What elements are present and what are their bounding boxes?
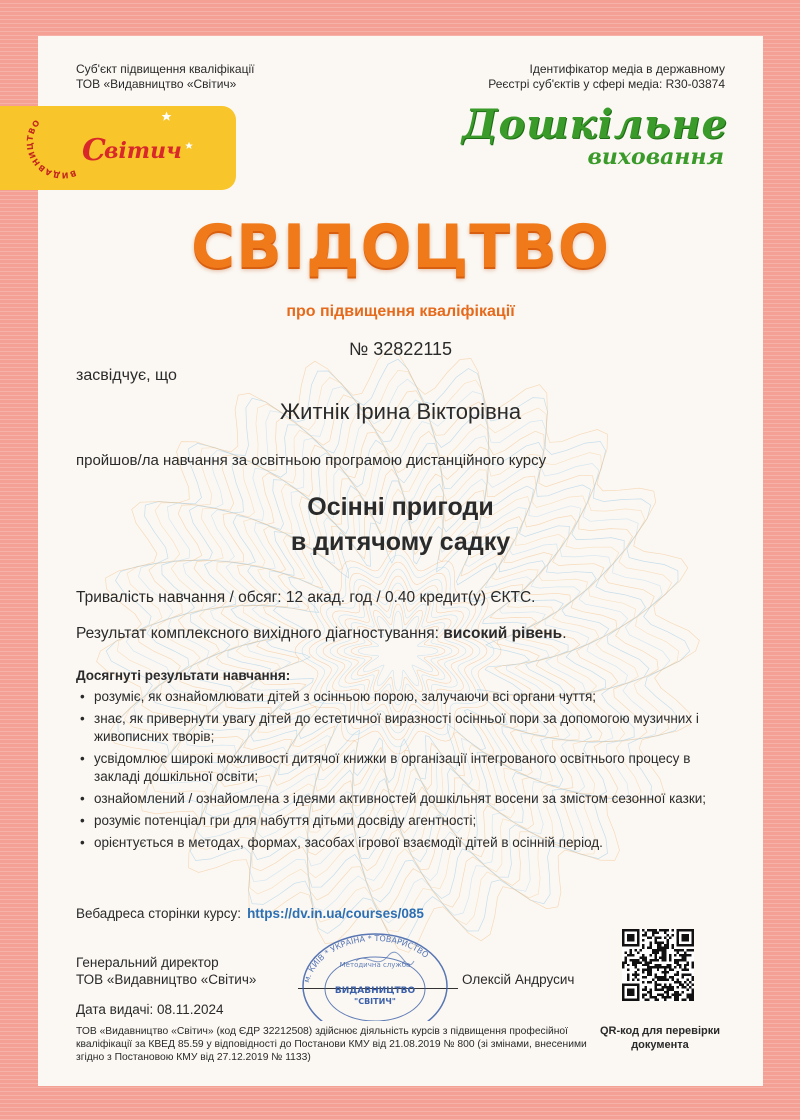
result-end: . xyxy=(562,625,567,642)
director-name: Олексій Андрусич xyxy=(462,972,575,987)
svitych-logo-graphic xyxy=(0,106,236,190)
media-info xyxy=(488,62,725,92)
certificate-subtitle: про підвищення кваліфікації xyxy=(286,303,515,320)
outcome-item: • розуміє, як ознайомлювати дітей з осінньою порою, залучаючи всі органи чуття; xyxy=(76,688,716,706)
stamp-arc-text: м. КИЇВ * УКРАЇНА * ТОВАРИСТВО xyxy=(302,933,431,984)
outcome-item: • знає, як привернути увагу дітей до естетичної виразності осінньої пори за допомогою музичних і живописних творів; xyxy=(76,710,716,746)
recipient-name: Житнік Ірина Вікторівна xyxy=(279,399,522,424)
official-stamp xyxy=(296,931,454,1021)
legal-notice: ТОВ «Видавництво «Світич» (код ЄДР 32212508) здійснює діяльність курсів з підвищення професійної кваліфікації за КВЕД 85.59 у відповідності до Постанови КМУ від 21.08.2019 № 800 (зі змінами, внесеними згідно з Постановою КМУ від 27.12.2019 № 1133) xyxy=(76,1026,587,1063)
brand-subtitle: виховання xyxy=(587,144,724,170)
outcome-item: • усвідомлює широкі можливості дитячої книжки в організації інтегрованого освітнього процесу в закладі дошкільної освіти; xyxy=(76,750,716,786)
stamp-inner-text: Методична служба xyxy=(339,961,411,969)
issue-date xyxy=(76,1002,224,1017)
svg-text:вітич: вітич xyxy=(104,138,182,164)
outcomes-title: Досягнуті результати навчання: xyxy=(76,668,291,683)
issuer-line-1: Суб'єкт підвищення кваліфікації xyxy=(76,62,255,76)
result-text xyxy=(76,625,567,643)
course-title xyxy=(38,490,763,560)
result-label: Результат комплексного вихідного діагностування: xyxy=(76,625,444,642)
web-label: Вебадреса сторінки курсу: xyxy=(76,906,242,921)
outcome-item: • ознайомлений / ознайомлена з ідеями активностей дошкільнят восени за змістом сезонної казки; xyxy=(76,790,716,808)
course-title-line-1: Осінні пригоди xyxy=(307,493,494,521)
issue-date-label: Дата видачі: xyxy=(76,1002,154,1017)
outcomes-list xyxy=(76,688,716,856)
stamp-sub-text: "СВІТИЧ" xyxy=(354,997,396,1006)
issue-date-value: 08.11.2024 xyxy=(157,1002,224,1017)
media-line-2: Реєстрі суб'єктів у сфері медіа: R30-03874 xyxy=(488,77,725,91)
svg-text:С: С xyxy=(82,133,106,168)
qr-caption-line-2: документа xyxy=(631,1039,689,1051)
result-value: високий рівень xyxy=(443,625,563,642)
issuer-info xyxy=(76,62,254,92)
guilloche-rosette xyxy=(98,351,698,951)
completed-text: пройшов/ла навчання за освітньою програмою дистанційного курсу xyxy=(76,452,547,469)
certificate-paper xyxy=(25,36,763,1086)
media-line-1: Ідентифікатор медіа в державному xyxy=(529,62,725,76)
course-title-line-2: в дитячому садку xyxy=(290,528,511,556)
brand-title: Дошкільне xyxy=(461,101,728,148)
certificate-number: № 32822115 xyxy=(348,339,453,359)
stamp-center-text: ВИДАВНИЦТВО xyxy=(334,986,416,996)
qr-code[interactable] xyxy=(622,929,694,1001)
course-web-address xyxy=(76,906,424,921)
qr-caption xyxy=(590,1024,730,1052)
certifies-text: засвідчує, що xyxy=(76,367,177,384)
magazine-brand xyxy=(448,101,728,170)
svg-text:ВИДАВНИЦТВО: ВИДАВНИЦТВО xyxy=(25,117,78,180)
course-link[interactable]: https://dv.in.ua/courses/085 xyxy=(247,906,424,921)
duration-text: Тривалість навчання / обсяг: 12 акад. год / 0.40 кредит(у) ЄКТС. xyxy=(76,589,536,606)
outcome-item: • розуміє потенціал гри для набуття дітьми досвіду агентності; xyxy=(76,812,716,830)
svitych-logo xyxy=(0,106,236,190)
qr-caption-line-1: QR-код для перевірки xyxy=(600,1025,720,1037)
issuer-line-2: ТОВ «Видавництво «Світич» xyxy=(76,77,237,91)
outcome-item: • орієнтується в методах, формах, засобах ігрової взаємодії дітей в осінній період. xyxy=(76,834,716,852)
director-company: ТОВ «Видавництво «Світич» xyxy=(76,972,257,987)
director-role: Генеральний директор xyxy=(76,955,219,970)
certificate-title: СВІДОЦТВО xyxy=(191,212,610,282)
director-title xyxy=(76,954,256,988)
